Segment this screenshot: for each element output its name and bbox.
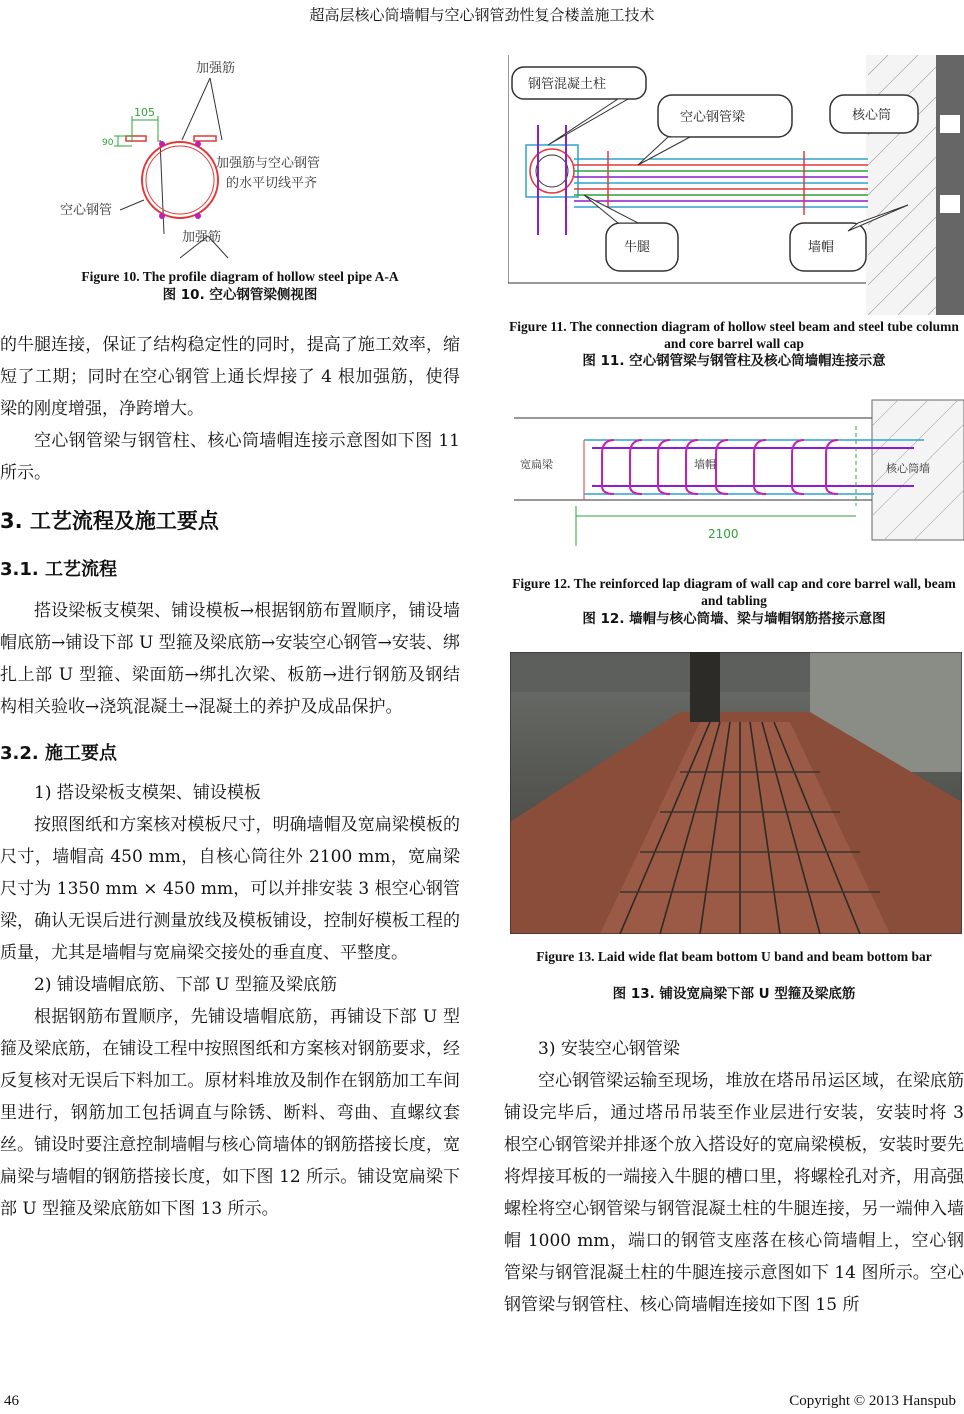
beam-lines	[574, 159, 868, 207]
page-number: 46	[4, 1393, 19, 1409]
section-heading-3-2: 3.2. 施工要点	[0, 743, 117, 764]
dim-2100: 2100	[708, 527, 739, 541]
figure-12-caption-zh: 图 12. 墙帽与核心筒墙、梁与墙帽钢筋搭接示意图	[582, 611, 886, 627]
label-note-2: 的水平切线平齐	[226, 176, 318, 191]
copyright: Copyright © 2013 Hanspub	[789, 1393, 956, 1409]
paragraph: 空心钢管梁运输至现场，堆放在塔吊吊运区域，在梁底筋铺设完毕后，通过塔吊吊装至作业层进行安装，安装时将 3 根空心钢管梁并排逐个放入搭设好的宽扁梁模板，安装时要先将焊接耳板的一端接入牛腿的槽口里，将螺栓孔对齐，用高强螺栓将空心钢管梁与钢管混凝土柱的牛腿连接，另一端伸入墙帽 1000 mm，端口的钢管支座落在核心筒墙帽上，空心钢管梁与钢管混凝土柱的牛腿连接示意图如下 14 图所示。空心钢管梁与钢管柱、核心筒墙帽连接如下图 15 所	[504, 1071, 964, 1315]
left-column	[0, 329, 460, 1225]
leader-line	[182, 78, 210, 140]
dim-90: 90	[102, 138, 114, 148]
svg-text:空心钢管梁: 空心钢管梁	[680, 110, 746, 125]
svg-text:牛腿: 牛腿	[624, 240, 651, 255]
step-heading: 1) 搭设梁板支模架、铺设模板	[34, 783, 261, 803]
svg-text:钢管混凝土柱: 钢管混凝土柱	[528, 77, 607, 92]
column-section	[526, 145, 578, 197]
paragraph: 搭设梁板支模架、铺设模板→根据钢筋布置顺序，铺设墙帽底筋→铺设下部 U 型箍及梁底筋→安装空心钢管→安装、绑扎上部 U 型箍、梁面筋→绑扎次梁、板筋→进行钢筋及钢结构相关验收→浇筑混凝土→混凝土的养护及成品保护。	[0, 601, 460, 717]
label-beam: 宽扁梁	[520, 458, 553, 471]
leader-line	[210, 78, 222, 140]
figure-11-caption-en: Figure 11. The connection diagram of hollow steel beam and steel tube column and core barrel wall cap	[509, 319, 959, 351]
right-column	[504, 1033, 964, 1321]
rebar-dot	[159, 141, 165, 147]
step-heading: 3) 安装空心钢管梁	[538, 1039, 680, 1059]
figure-11-diagram	[508, 55, 964, 315]
svg-text:核心筒: 核心筒	[852, 108, 892, 123]
figure-10-caption-en: Figure 10. The profile diagram of hollow steel pipe A-A	[81, 269, 399, 284]
label-core-wall: 核心筒墙	[886, 462, 930, 475]
figure-11-caption-zh: 图 11. 空心钢管梁与钢管柱及核心筒墙帽连接示意	[582, 353, 886, 369]
paragraph: 按照图纸和方案核对模板尺寸，明确墙帽及宽扁梁模板的尺寸，墙帽高 450 mm，自核心筒往外 2100 mm，宽扁梁尺寸为 1350 mm × 450 mm，可以并排安装 3 根空心钢管梁，确认无误后进行测量放线及模板铺设，控制好模板工程的质量，尤其是墙帽与宽扁梁交接处的垂直度、平整度。	[0, 815, 460, 963]
page-header: 超高层核心筒墙帽与空心钢管劲性复合楼盖施工技术	[309, 6, 655, 24]
section-heading-3: 3. 工艺流程及施工要点	[0, 509, 219, 533]
label-bottom-rebar: 加强筋	[182, 230, 222, 245]
dim-105: 105	[134, 106, 155, 119]
label-top-rebar: 加强筋	[196, 61, 236, 76]
figure-12-diagram	[514, 396, 964, 546]
paragraph: 根据钢筋布置顺序，先铺设墙帽底筋，再铺设下部 U 型箍及梁底筋，在铺设工程中按照图纸和方案核对钢筋要求，经反复核对无误后下料加工。原材料堆放及制作在钢筋加工车间里进行，钢筋加工包括调直与除锈、断料、弯曲、直螺纹套丝。铺设时要注意控制墙帽与核心筒墙体的钢筋搭接长度，宽扁梁与墙帽的钢筋搭接长度，如下图 12 所示。铺设宽扁梁下部 U 型箍及梁底筋如下图 13 所示。	[0, 1007, 460, 1219]
figure-13-caption-zh: 图 13. 铺设宽扁梁下部 U 型箍及梁底筋	[612, 986, 856, 1002]
label-pipe: 空心钢管	[60, 203, 113, 218]
pipe-section	[142, 142, 218, 218]
figure-10-caption-zh: 图 10. 空心钢管梁侧视图	[162, 287, 318, 303]
figure-10-diagram	[40, 50, 370, 265]
core-wall-edge	[936, 55, 964, 315]
label-cap: 墙帽	[694, 458, 716, 471]
figure-13-photo	[510, 652, 962, 934]
step-heading: 2) 铺设墙帽底筋、下部 U 型箍及梁底筋	[34, 975, 337, 995]
section-heading-3-1: 3.1. 工艺流程	[0, 559, 117, 580]
label-note-1: 加强筋与空心钢管	[216, 156, 321, 171]
rebar-dot	[195, 141, 201, 147]
rebar-dot	[159, 213, 165, 219]
figure-12-caption-en: Figure 12. The reinforced lap diagram of wall cap and core barrel wall, beam and tabling	[512, 576, 956, 608]
rebar-dot	[195, 213, 201, 219]
paragraph: 的牛腿连接，保证了结构稳定性的同时，提高了施工效率，缩短了工期；同时在空心钢管上通长焊接了 4 根加强筋，使得梁的刚度增强，净跨增大。	[0, 335, 460, 419]
svg-text:墙帽: 墙帽	[808, 240, 835, 255]
paragraph: 空心钢管梁与钢管柱、核心筒墙帽连接示意图如下图 11 所示。	[0, 431, 460, 483]
figure-13-caption-en: Figure 13. Laid wide flat beam bottom U band and beam bottom bar	[536, 949, 932, 964]
